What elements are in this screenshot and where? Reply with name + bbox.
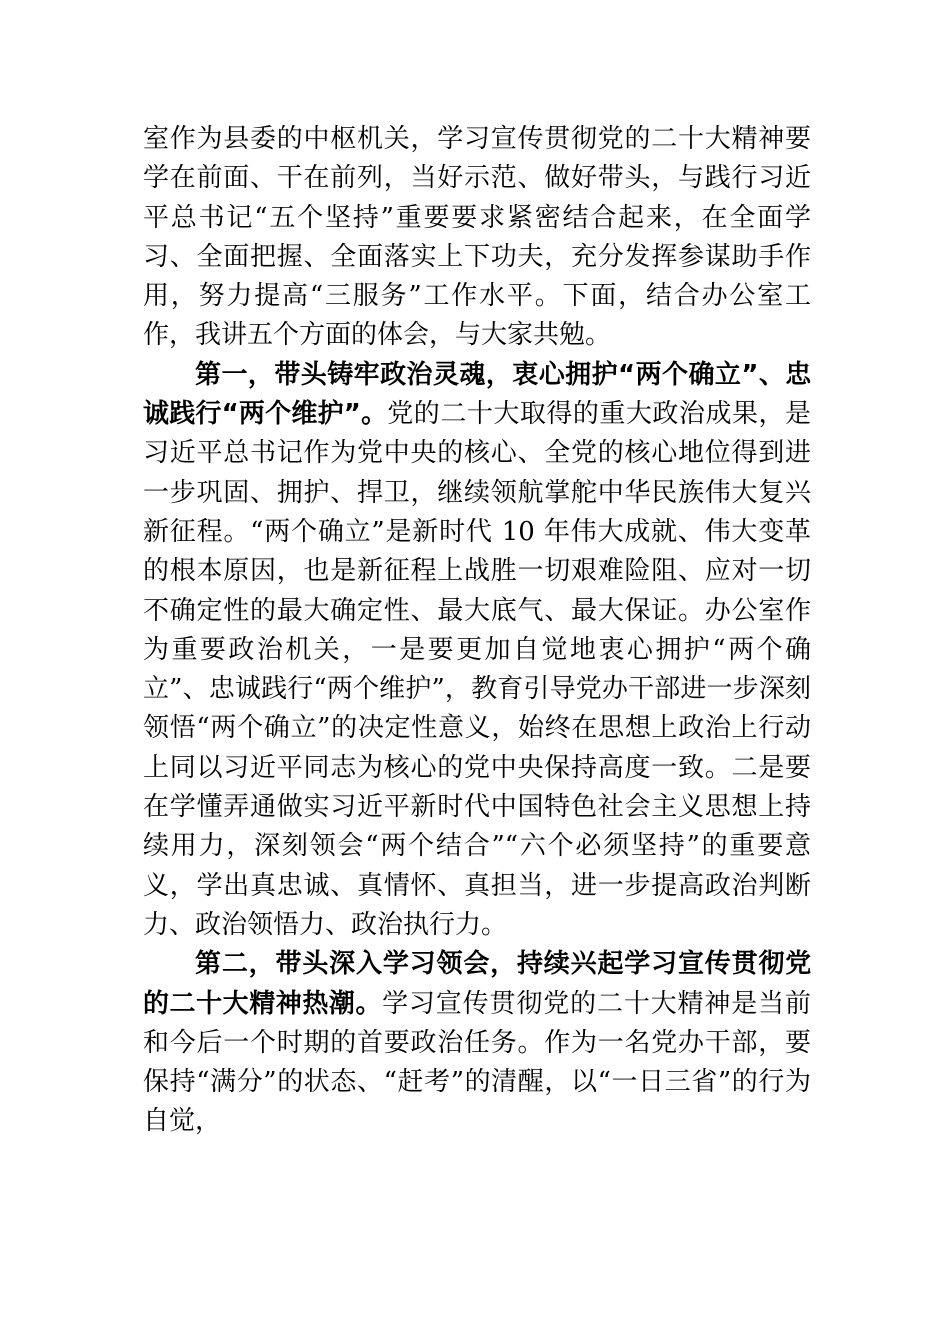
- paragraph-text: 学习宣传贯彻党的二十大精神是当前和今后一个时期的首要政治任务。作为一名党办干部，要保持“满分”的状态、“赶考”的清醒，以“一日三省”的行为自觉，: [143, 988, 811, 1137]
- paragraph-first-point: [143, 356, 811, 945]
- paragraph-text: 党的二十大取得的重大政治成果，是习近平总书记作为党中央的核心、全党的核心地位得到进一步巩固、拥护、捍卫，继续领航掌舵中华民族伟大复兴新征程。“两个确立”是新时代 10 年伟大成就、伟大变革的根本原因，也是新征程上战胜一切艰难险阻、应对一切不确定性的最大确定性、最大底气、最大保证。办公室作为重要政治机关，一是要更加自觉地衷心拥护“两个确立”、忠诚践行“两个维护”，教育引导党办干部进一步深刻领悟“两个确立”的决定性意义，始终在思想上政治上行动上同以习近平同志为核心的党中央保持高度一致。二是要在学懂弄通做实习近平新时代中国特色社会主义思想上持续用力，深刻领会“两个结合”“六个必须坚持”的重要意义，学出真忠诚、真情怀、真担当，进一步提高政治判断力、政治领悟力、政治执行力。: [143, 399, 811, 940]
- paragraph-text: 室作为县委的中枢机关，学习宣传贯彻党的二十大精神要学在前面、干在前列，当好示范、做好带头，与践行习近平总书记“五个坚持”重要要求紧密结合起来，在全面学习、全面把握、全面落实上下功夫，充分发挥参谋助手作用，努力提高“三服务”工作水平。下面，结合办公室工作，我讲五个方面的体会，与大家共勉。: [143, 124, 811, 351]
- paragraph-continuation: [143, 120, 811, 356]
- paragraph-second-point: [143, 945, 811, 1141]
- paragraph-lead: 第二，带头深入学习领会，持续兴起学习宣传贯彻党的二十大精神热潮。: [143, 949, 811, 1019]
- paragraph-lead: 第一，带头铸牢政治灵魂，衷心拥护“两个确立”、忠诚践行“两个维护”。: [143, 359, 811, 430]
- document-body: [143, 120, 811, 1142]
